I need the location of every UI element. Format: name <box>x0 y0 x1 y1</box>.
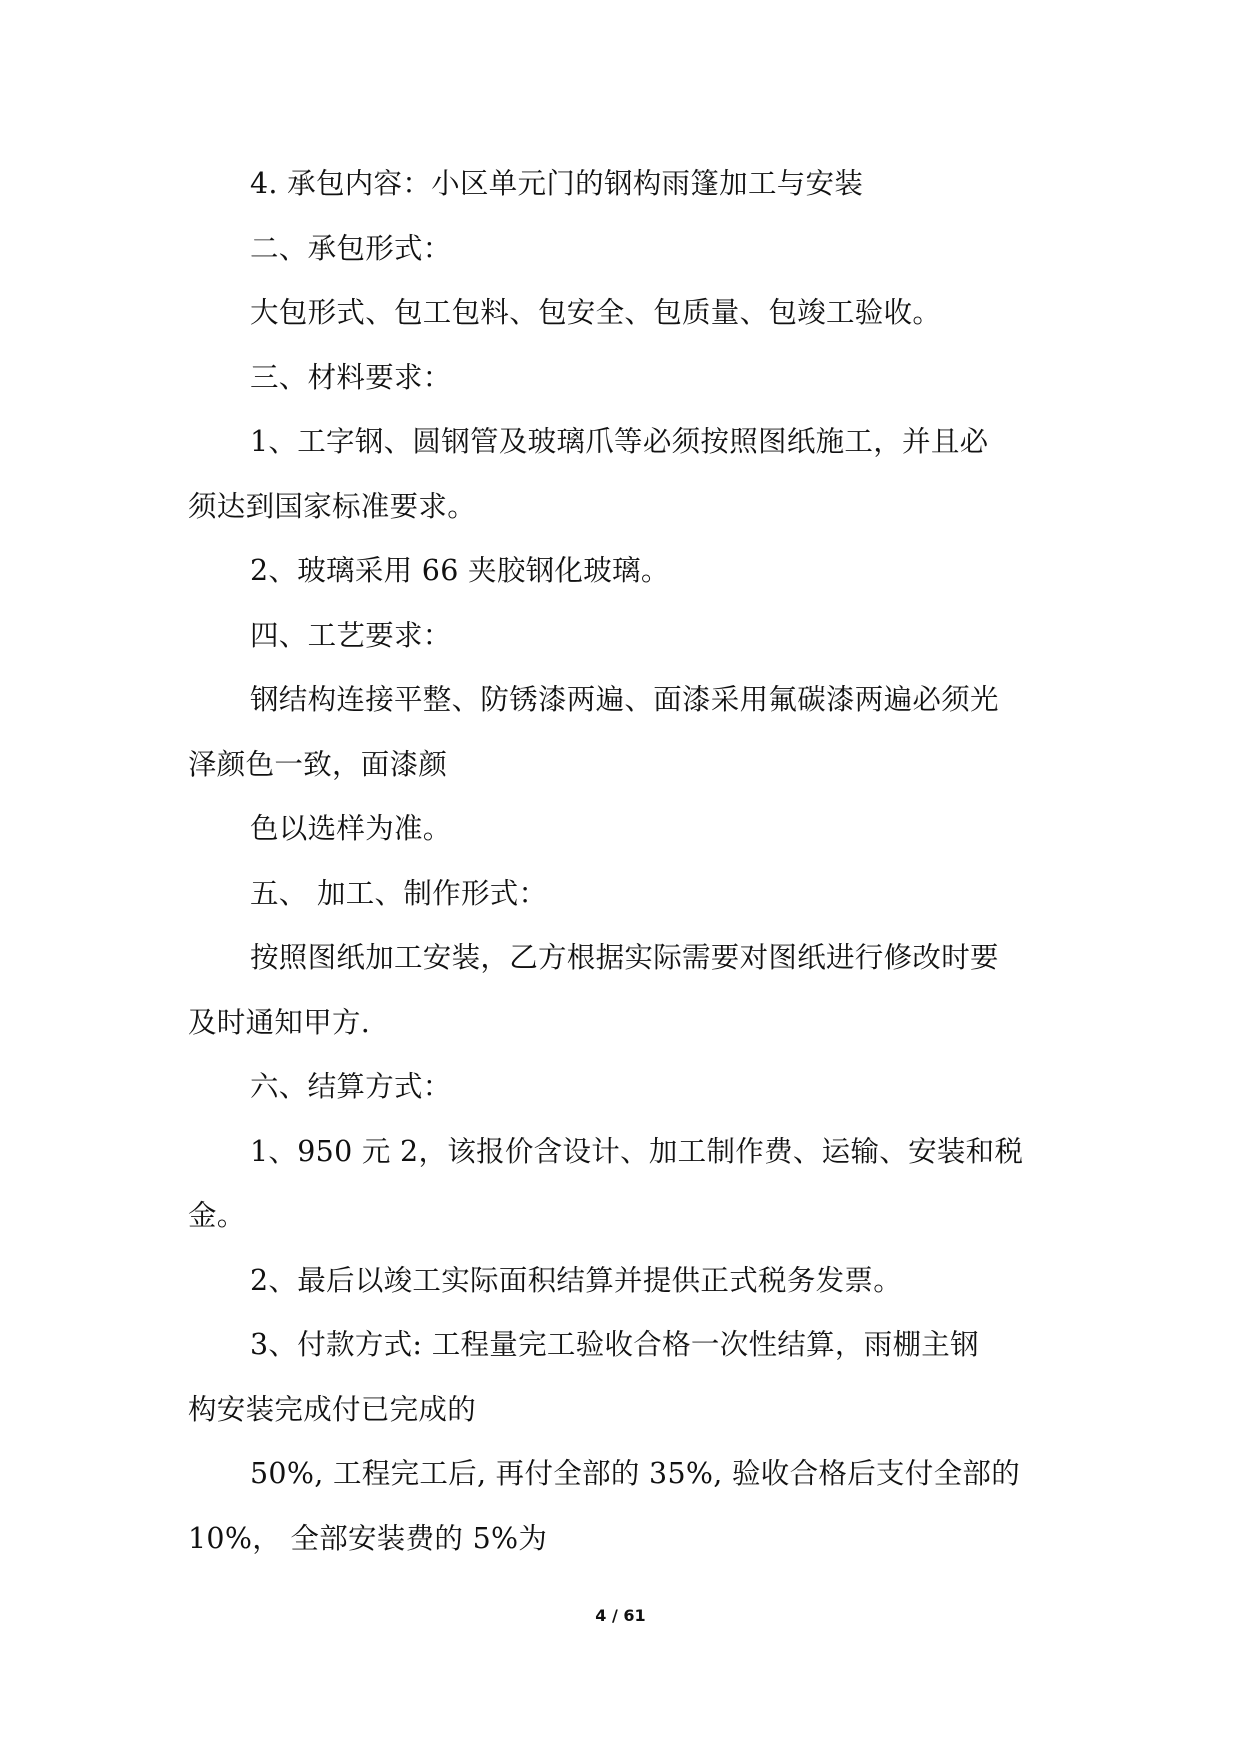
text-line: 1、950 元 2，该报价含设计、加工制作费、运输、安装和税 <box>250 1134 1024 1168</box>
text-line: 四、工艺要求： <box>250 618 452 652</box>
text-line: 三、材料要求： <box>250 360 452 394</box>
document-body <box>188 152 1058 1571</box>
text-line: 金。 <box>188 1199 246 1232</box>
text-line: 二、承包形式： <box>250 231 452 265</box>
text-line: 4. 承包内容：小区单元门的钢构雨篷加工与安装 <box>250 167 864 200</box>
text-line: 2、玻璃采用 66 夹胶钢化玻璃。 <box>250 554 670 587</box>
text-line: 五、 加工、制作形式： <box>250 876 548 910</box>
text-line: 六、结算方式： <box>250 1070 452 1103</box>
text-line: 须达到国家标准要求。 <box>188 489 477 523</box>
text-line: 及时通知甲方. <box>188 1005 371 1039</box>
text-line: 2、最后以竣工实际面积结算并提供正式税务发票。 <box>250 1263 903 1297</box>
page-number: 4 / 61 <box>595 1606 646 1625</box>
text-line: 1、工字钢、圆钢管及玻璃爪等必须按照图纸施工，并且必 <box>250 425 989 458</box>
text-line: 构安装完成付已完成的 <box>188 1392 477 1426</box>
text-line: 3、付款方式: 工程量完工验收合格一次性结算，雨棚主钢 <box>250 1328 979 1361</box>
text-line: 泽颜色一致，面漆颜 <box>188 747 448 781</box>
text-line: 10%， 全部安装费的 5%为 <box>188 1521 548 1555</box>
text-line: 50%, 工程完工后, 再付全部的 35%, 验收合格后支付全部的 <box>250 1457 1021 1490</box>
text-line: 大包形式、包工包料、包安全、包质量、包竣工验收。 <box>250 296 942 329</box>
text-line: 钢结构连接平整、防锈漆两遍、面漆采用氟碳漆两遍必须光 <box>250 683 999 716</box>
text-line: 色以选样为准。 <box>250 812 452 845</box>
text-line: 按照图纸加工安装，乙方根据实际需要对图纸进行修改时要 <box>250 941 999 974</box>
